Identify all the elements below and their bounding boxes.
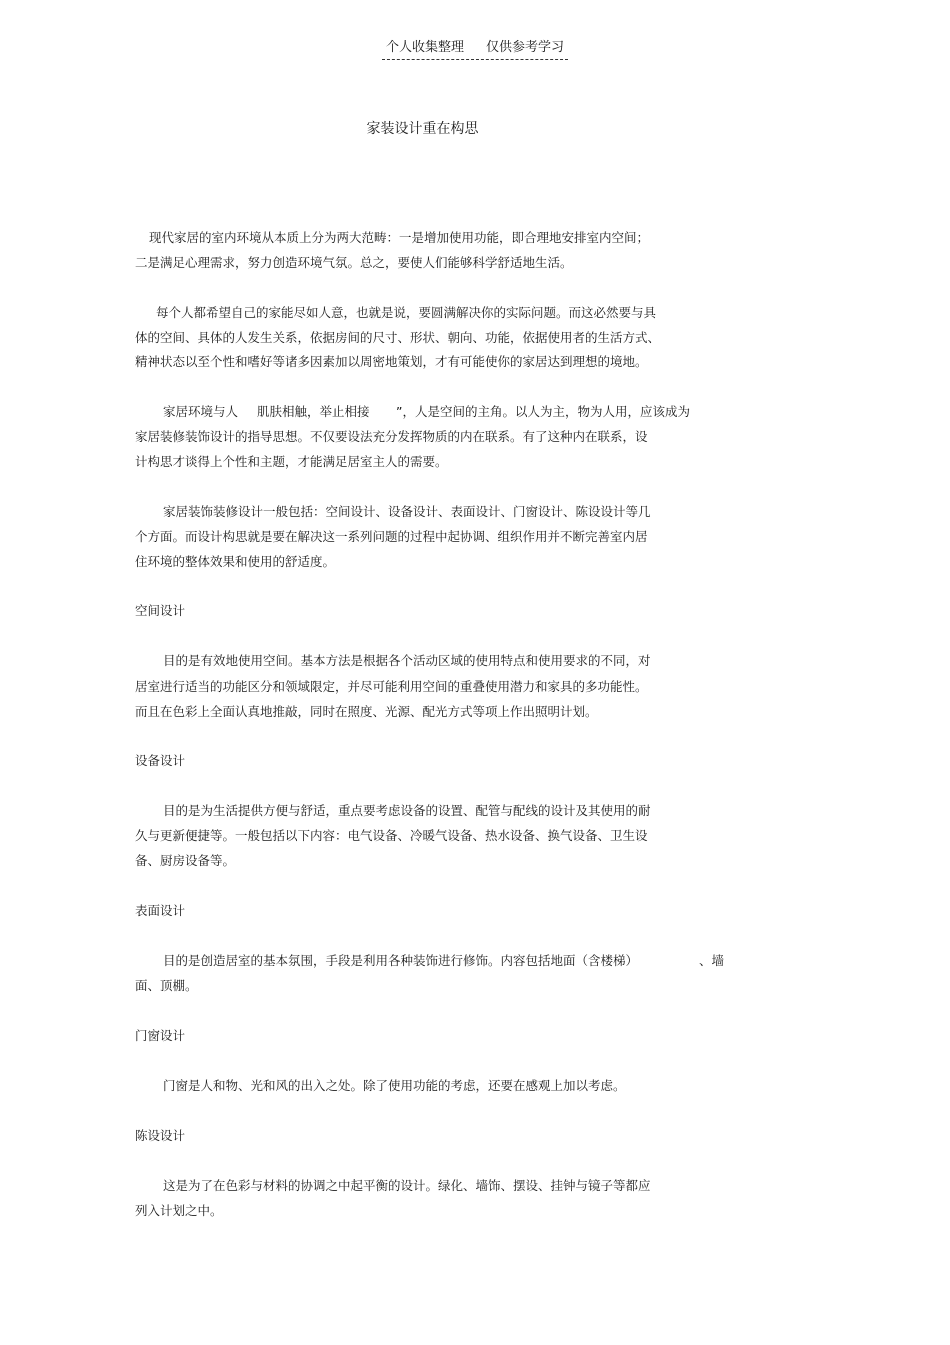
paragraph-3-line-3: 计构思才谈得上个性和主题，才能满足居室主人的需要。 [135, 454, 448, 469]
section-heading-door-window-design: 门窗设计 [135, 1028, 186, 1043]
surface-design-line-2: 面、顶棚。 [135, 978, 198, 993]
section-heading-surface-design: 表面设计 [135, 903, 186, 918]
surface-design-line-1a: 目的是创造居室的基本氛围，手段是利用各种装饰进行修饰。内容包括地面（含楼梯） [163, 953, 639, 968]
furnishing-design-line-2: 列入计划之中。 [135, 1203, 223, 1218]
paragraph-1-line-2: 二是满足心理需求，努力创造环境气氛。总之，要使人们能够科学舒适地生活。 [135, 255, 573, 270]
paragraph-3-line-1c: ”，人是空间的主角。以人为主，物为人用，应该成为 [396, 404, 690, 419]
section-heading-space-design: 空间设计 [135, 603, 186, 618]
header-left-text: 个人收集整理 [385, 40, 464, 55]
equipment-design-line-3: 备、厨房设备等。 [135, 853, 236, 868]
paragraph-4-line-2: 个方面。而设计构思就是要在解决这一系列问题的过程中起协调、组织作用并不断完善室内居 [135, 529, 648, 544]
space-design-line-3: 而且在色彩上全面认真地推敲，同时在照度、光源、配光方式等项上作出照明计划。 [135, 704, 598, 719]
paragraph-4-line-3: 住环境的整体效果和使用的舒适度。 [135, 554, 336, 569]
paragraph-1-line-1: 现代家居的室内环境从本质上分为两大范畴：一是增加使用功能，即合理地安排室内空间； [149, 230, 650, 245]
door-window-design-line-1: 门窗是人和物、光和风的出入之处。除了使用功能的考虑，还要在感观上加以考虑。 [163, 1078, 626, 1093]
page-header [0, 38, 950, 60]
surface-design-line-1b: 、墙 [699, 953, 725, 968]
section-heading-furnishing-design: 陈设设计 [135, 1128, 186, 1143]
equipment-design-line-2: 久与更新便捷等。一般包括以下内容：电气设备、冷暖气设备、热水设备、换气设备、卫生设 [135, 828, 648, 843]
paragraph-2-line-3: 精神状态以至个性和嗜好等诸多因素加以周密地策划，才有可能使你的家居达到理想的境地。 [135, 354, 648, 369]
space-design-line-1: 目的是有效地使用空间。基本方法是根据各个活动区域的使用特点和使用要求的不同，对 [163, 653, 651, 668]
header-text-group [382, 38, 568, 60]
paragraph-2-line-2: 体的空间、具体的人发生关系，依据房间的尺寸、形状、朝向、功能，依据使用者的生活方式、 [135, 330, 661, 345]
furnishing-design-line-1: 这是为了在色彩与材料的协调之中起平衡的设计。绿化、墙饰、摆设、挂钟与镜子等都应 [163, 1178, 651, 1193]
paragraph-4-line-1: 家居装饰装修设计一般包括：空间设计、设备设计、表面设计、门窗设计、陈设设计等几 [163, 504, 651, 519]
paragraph-3-line-1a: 家居环境与人 [163, 404, 239, 419]
section-heading-equipment-design: 设备设计 [135, 753, 186, 768]
document-title: 家装设计重在构思 [366, 121, 479, 137]
space-design-line-2: 居室进行适当的功能区分和领域限定，并尽可能利用空间的重叠使用潜力和家具的多功能性。 [135, 679, 648, 694]
paragraph-3-line-2: 家居装修装饰设计的指导思想。不仅要设法充分发挥物质的内在联系。有了这种内在联系，设 [135, 429, 648, 444]
equipment-design-line-1: 目的是为生活提供方便与舒适，重点要考虑设备的设置、配管与配线的设计及其使用的耐 [163, 803, 651, 818]
header-right-text: 仅供参考学习 [486, 40, 565, 55]
paragraph-2-line-1: 每个人都希望自己的家能尽如人意，也就是说，要圆满解决你的实际问题。而这必然要与具 [156, 305, 657, 320]
paragraph-3-line-1b: 肌肤相触，举止相接 [257, 404, 370, 419]
